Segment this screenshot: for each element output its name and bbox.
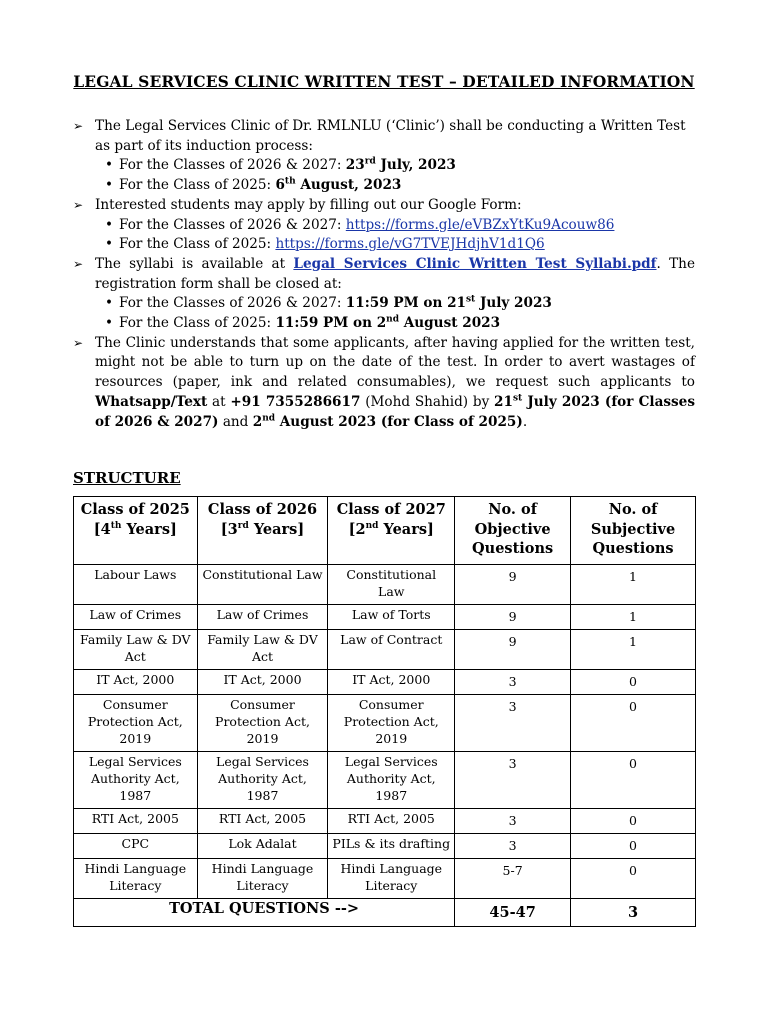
table-cell: Constitutional Law — [197, 564, 328, 604]
info-text: The Legal Services Clinic of Dr. RMLNLU (‘Clinic’) shall be conducting a Written Test as part of its induction process: — [95, 118, 686, 154]
table-cell: Constitutional Law — [328, 564, 455, 604]
list-item: • For the Class of 2025: 6th August, 2023 — [119, 176, 695, 196]
table-cell: RTI Act, 2005 — [197, 808, 328, 833]
list-item: • For the Class of 2025: https://forms.gle/vG7TVEJHdjhV1d1Q6 — [119, 235, 695, 255]
table-cell: 1 — [571, 564, 696, 604]
table-cell: IT Act, 2000 — [197, 669, 328, 694]
info-paragraph-apply — [73, 196, 695, 216]
table-cell: CPC — [74, 833, 198, 858]
table-cell: 0 — [571, 751, 696, 808]
page-title: LEGAL SERVICES CLINIC WRITTEN TEST – DETAILED INFORMATION — [73, 72, 695, 91]
table-row — [74, 669, 696, 694]
table-cell: 9 — [455, 629, 571, 669]
table-cell: Legal Services Authority Act, 1987 — [197, 751, 328, 808]
table-cell: Law of Crimes — [197, 604, 328, 629]
table-cell: 3 — [455, 751, 571, 808]
info-paragraph-withdrawal: ➢ The Clinic understands that some applicants, after having applied for the written test, might not be able to turn up on the date of the test. In order to avert wastages of resources (paper, ink and related consumables), we request such applicants to Whatsapp/Text at +91 7355286617 (Mohd Shahid) by 21st July 2023 (for Classes of 2026 & 2027) and 2nd August 2023 (for Class of 2025). — [73, 334, 695, 430]
table-cell: RTI Act, 2005 — [74, 808, 198, 833]
google-form-link-2025[interactable]: https://forms.gle/vG7TVEJHdjhV1d1Q6 — [275, 236, 545, 253]
table-cell: Law of Torts — [328, 604, 455, 629]
table-cell: 5-7 — [455, 858, 571, 898]
table-row — [74, 808, 696, 833]
registration-deadline-list — [73, 294, 695, 333]
table-cell: Lok Adalat — [197, 833, 328, 858]
info-section — [73, 117, 695, 432]
info-text: Interested students may apply by filling out our Google Form: — [95, 196, 522, 213]
google-form-list — [73, 216, 695, 255]
list-item: • For the Class of 2025: 11:59 PM on 2nd August 2023 — [119, 314, 695, 334]
total-subjective: 3 — [571, 898, 696, 926]
table-cell: 1 — [571, 629, 696, 669]
total-objective: 45-47 — [455, 898, 571, 926]
table-cell: Hindi Language Literacy — [328, 858, 455, 898]
contact-number: +91 7355286617 — [230, 393, 361, 410]
table-row — [74, 694, 696, 751]
table-cell: Labour Laws — [74, 564, 198, 604]
table-row — [74, 858, 696, 898]
arrow-bullet-icon: ➢ — [73, 256, 84, 271]
table-cell: IT Act, 2000 — [328, 669, 455, 694]
table-cell: 0 — [571, 833, 696, 858]
table-cell: 1 — [571, 604, 696, 629]
table-cell: Law of Contract — [328, 629, 455, 669]
table-row — [74, 564, 696, 604]
table-cell: Consumer Protection Act, 2019 — [328, 694, 455, 751]
header-class-2026: Class of 2026 [3rd Years] — [197, 497, 328, 565]
table-cell: 3 — [455, 669, 571, 694]
arrow-bullet-icon: ➢ — [73, 119, 84, 133]
table-cell: Family Law & DV Act — [74, 629, 198, 669]
table-cell: 3 — [455, 833, 571, 858]
table-cell: Consumer Protection Act, 2019 — [197, 694, 328, 751]
structure-heading: STRUCTURE — [73, 469, 181, 487]
table-cell: 0 — [571, 858, 696, 898]
info-paragraph-test — [73, 117, 695, 156]
table-cell: PILs & its drafting — [328, 833, 455, 858]
table-cell: 0 — [571, 669, 696, 694]
google-form-link-2026-2027[interactable]: https://forms.gle/eVBZxYtKu9Acouw86 — [345, 216, 615, 233]
header-objective-questions: No. of Objective Questions — [455, 497, 571, 565]
header-subjective-questions: No. of Subjective Questions — [571, 497, 696, 565]
table-cell: Legal Services Authority Act, 1987 — [328, 751, 455, 808]
table-cell: 3 — [455, 694, 571, 751]
structure-table-body — [74, 564, 696, 898]
table-cell: 9 — [455, 604, 571, 629]
structure-table — [73, 496, 696, 927]
total-row — [74, 898, 696, 926]
table-cell: 0 — [571, 808, 696, 833]
table-row — [74, 629, 696, 669]
table-cell: 9 — [455, 564, 571, 604]
info-paragraph-syllabi: ➢ The syllabi is available at Legal Services Clinic Written Test Syllabi.pdf. The registration form shall be closed at: — [73, 255, 695, 292]
table-cell: 3 — [455, 808, 571, 833]
arrow-bullet-icon: ➢ — [73, 197, 84, 212]
table-cell: Legal Services Authority Act, 1987 — [74, 751, 198, 808]
list-item: • For the Classes of 2026 & 2027: https://forms.gle/eVBZxYtKu9Acouw86 — [119, 216, 695, 236]
table-cell: Law of Crimes — [74, 604, 198, 629]
arrow-bullet-icon: ➢ — [73, 335, 84, 350]
table-row — [74, 751, 696, 808]
header-class-2027: Class of 2027 [2nd Years] — [328, 497, 455, 565]
table-row — [74, 833, 696, 858]
table-cell: Consumer Protection Act, 2019 — [74, 694, 198, 751]
test-dates-list — [73, 156, 695, 195]
table-cell: RTI Act, 2005 — [328, 808, 455, 833]
table-cell: Hindi Language Literacy — [197, 858, 328, 898]
syllabi-pdf-link[interactable]: Legal Services Clinic Written Test Syllabi.pdf — [293, 255, 657, 272]
table-cell: Hindi Language Literacy — [74, 858, 198, 898]
list-item: • For the Classes of 2026 & 2027: 23rd July, 2023 — [119, 156, 695, 176]
table-cell: Family Law & DV Act — [197, 629, 328, 669]
table-row — [74, 604, 696, 629]
total-label: TOTAL QUESTIONS --> — [74, 898, 455, 926]
list-item: • For the Classes of 2026 & 2027: 11:59 PM on 21st July 2023 — [119, 294, 695, 314]
table-cell: IT Act, 2000 — [74, 669, 198, 694]
table-cell: 0 — [571, 694, 696, 751]
table-header-row — [74, 497, 696, 565]
header-class-2025: Class of 2025 [4th Years] — [74, 497, 198, 565]
